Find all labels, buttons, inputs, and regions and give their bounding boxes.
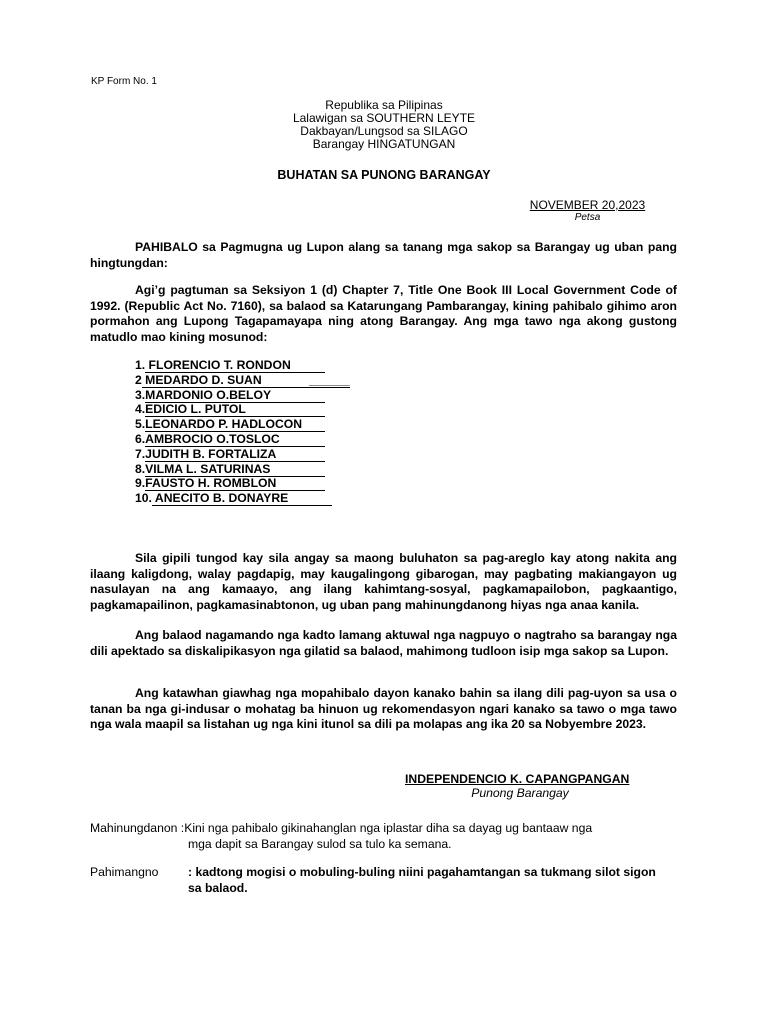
member-name: FAUSTO H. ROMBLON xyxy=(145,477,325,491)
member-name: LEONARDO P. HADLOCON xyxy=(145,418,325,432)
member-list-item xyxy=(135,358,350,373)
date-block xyxy=(520,198,655,223)
member-number: 10. xyxy=(135,491,152,506)
member-list-item xyxy=(135,447,350,462)
member-list-item xyxy=(135,476,350,491)
member-number: 4. xyxy=(135,402,146,417)
member-number: 5. xyxy=(135,417,146,432)
member-name: AMBROCIO O.TOSLOC xyxy=(145,433,325,447)
paragraph-qualifications: Sila gipili tungod kay sila angay sa maong buluhaton sa pag-areglo kay atong nakita ang ilaang kaligdong, walay pagdapig, may kaugalingong gibarogan, may pagbating makiangayon ug nasulayan na ang kamaayo, ang ilang kahimtang-sosyal, pagkamapailobon, pagkaantigo, pagkamapailinon, pagkamasinabtonon, ug uban pang mahinungdanong hiyas nga anaa kanila. xyxy=(90,551,677,612)
member-name: MEDARDO D. SUAN ______ xyxy=(141,372,350,387)
date-caption: Petsa xyxy=(574,212,601,223)
member-name: MARDONIO O.BELOY xyxy=(145,389,325,403)
paragraph-notice: PAHIBALO sa Pagmugna ug Lupon alang sa tanang mga sakop sa Barangay ug uban pang hingtungdan: xyxy=(90,240,677,270)
paragraph-residency: Ang balaod nagamando nga kadto lamang aktuwal nga nagpuyo o nagtraho sa barangay nga dili apektado sa diskalipikasyon nga gilatid sa balaod, mahimong tudloon isip mga sakop sa Lupon. xyxy=(90,628,677,658)
member-name: VILMA L. SATURINAS xyxy=(145,463,325,477)
header-municipality: Dakbayan/Lungsod sa SILAGO xyxy=(300,124,468,138)
member-list-item xyxy=(135,373,350,388)
member-number: 2 xyxy=(135,372,142,387)
member-number: 3. xyxy=(135,387,146,402)
member-list xyxy=(135,358,350,506)
form-number: KP Form No. 1 xyxy=(91,76,157,87)
member-number: 1. xyxy=(135,358,146,372)
paragraph-legal-basis: Agi’g pagtuman sa Seksiyon 1 (d) Chapter 7, Title One Book III Local Government Code of 1992. (Republic Act No. 7160), sa balaod sa Katarungang Pambarangay, kining pahibalo gihimo aron pormahon ang Lupong Tagapamayapa ning atong Barangay. Ang mga tawo nga akong gustong matudlo mao kining mosunod: xyxy=(90,283,677,344)
header-barangay: Barangay HINGATUNGAN xyxy=(312,137,456,151)
member-name: EDICIO L. PUTOL xyxy=(145,403,325,417)
note-mahinungdanon xyxy=(90,820,690,852)
note-pahimangno-line2: sa balaod. xyxy=(188,881,248,895)
member-number: 9. xyxy=(135,476,146,491)
note-mahinungdanon-label: Mahinungdanon : xyxy=(90,821,185,835)
note-pahimangno-line1: : kadtong mogisi o mobuling-buling niini pagahamtangan sa tukmang silot sigon xyxy=(188,865,656,879)
note-pahimangno-label: Pahimangno xyxy=(90,865,159,879)
signature-block xyxy=(405,772,645,800)
member-list-item xyxy=(135,462,350,477)
note-pahimangno xyxy=(90,864,690,896)
note-mahinungdanon-line2: mga dapit sa Barangay sulod sa tulo ka semana. xyxy=(188,837,452,851)
member-number: 6. xyxy=(135,431,146,446)
member-list-item xyxy=(135,402,350,417)
date-value: NOVEMBER 20,2023 xyxy=(529,198,646,212)
signatory-role: Punong Barangay xyxy=(471,786,569,800)
member-name: FLORENCIO T. RONDON xyxy=(145,359,325,373)
paragraph-objections: Ang katawhan giawhag nga mopahibalo dayon kanako bahin sa ilang dili pag-uyon sa usa o tanan ba nga gi-indusar o mohatag ba hinuon ug rekomendasyon ngari kanako sa tawo o mga tawo nga wala maapil sa listahan ug nga kini itunol sa dili pa molapas ang ika 20 sa Nobyembre 2023. xyxy=(90,686,677,731)
member-list-item xyxy=(135,491,350,506)
member-list-item xyxy=(135,417,350,432)
member-name: ANECITO B. DONAYRE xyxy=(152,492,332,506)
member-name: JUDITH B. FORTALIZA xyxy=(145,448,325,462)
header-province: Lalawigan sa SOUTHERN LEYTE xyxy=(292,111,476,125)
header-republic: Republika sa Pilipinas xyxy=(325,98,443,112)
member-list-item xyxy=(135,388,350,403)
document-title: BUHATAN SA PUNONG BARANGAY xyxy=(277,168,491,182)
note-mahinungdanon-line1: Kini nga pahibalo gikinahanglan nga iplastar diha sa dayag ug bantaaw nga xyxy=(184,821,593,835)
letterhead xyxy=(0,99,768,151)
member-number: 7. xyxy=(135,446,146,461)
member-number: 8. xyxy=(135,461,146,476)
member-list-item xyxy=(135,432,350,447)
signatory-name: INDEPENDENCIO K. CAPANGPANGAN xyxy=(405,772,630,786)
